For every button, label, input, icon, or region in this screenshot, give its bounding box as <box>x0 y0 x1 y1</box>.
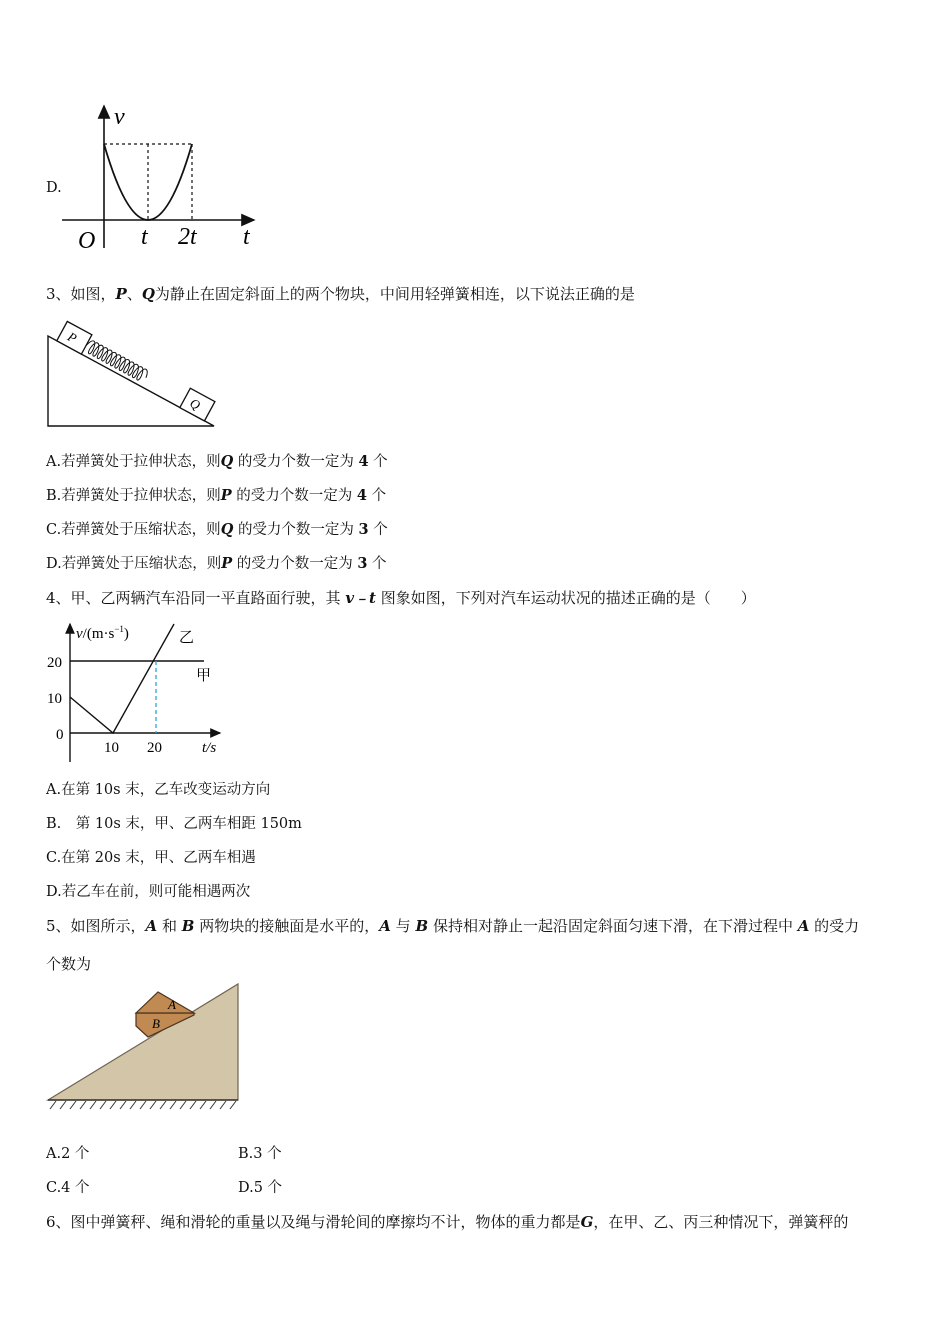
q2-option-d-graph <box>58 98 268 258</box>
q5-stem-line1: 5、如图所示，A 和 B 两物块的接触面是水平的，A 与 B 保持相对静止一起沿固定斜面匀速下滑，在下滑过程中 A 的受力 <box>46 917 860 935</box>
block-a-label: A <box>168 997 176 1012</box>
q4-x-axis-label: t/s <box>202 740 217 756</box>
block-a <box>136 992 194 1013</box>
q3-stem: 3、如图，P、Q为静止在固定斜面上的两个物块，中间用轻弹簧相连，以下说法正确的是 <box>46 285 635 303</box>
series-jia-label: 甲 <box>196 668 212 684</box>
xtick-10: 10 <box>104 740 119 756</box>
block-p-label: P <box>65 328 80 346</box>
q5-option-b: B.3 个 <box>238 1146 282 1162</box>
q3-option-d: D.若弹簧处于压缩状态，则P 的受力个数一定为 3 个 <box>46 555 387 572</box>
xtick-20: 20 <box>147 740 162 756</box>
q4-stem: 4、甲、乙两辆汽车沿同一平直路面行驶，其 v﹣t 图象如图，下列对汽车运动状况的描述正确的是（ ） <box>46 589 756 607</box>
tick-2t-label: 2t <box>178 224 197 250</box>
q5-option-a: A.2 个 <box>46 1146 90 1162</box>
q5-stem-line2: 个数为 <box>46 955 92 973</box>
block-b-label: B <box>152 1016 160 1031</box>
series-yi-label: 乙 <box>179 630 195 646</box>
q4-option-c: C.在第 20s 末，甲、乙两车相遇 <box>46 850 256 866</box>
ytick-0: 0 <box>56 727 64 743</box>
v-axis-label: v <box>114 104 125 130</box>
q3-figure-incline-spring <box>44 318 224 430</box>
block-q-label: Q <box>187 395 203 413</box>
q4-option-b: B. 第 10s 末，甲、乙两车相距 150m <box>46 816 302 832</box>
q3-option-c: C.若弹簧处于压缩状态，则Q 的受力个数一定为 3 个 <box>46 521 388 538</box>
q5-option-c: C.4 个 <box>46 1180 90 1196</box>
q2-option-d-label: D. <box>46 180 62 196</box>
q5-figure-stacked-blocks <box>44 980 244 1112</box>
ytick-10: 10 <box>47 691 62 707</box>
t-axis-label: t <box>243 224 250 250</box>
incline-wedge <box>48 984 238 1100</box>
q3-option-b: B.若弹簧处于拉伸状态，则P 的受力个数一定为 4 个 <box>46 487 387 504</box>
q4-option-d: D.若乙车在前，则可能相遇两次 <box>46 884 251 900</box>
q4-option-a: A.在第 10s 末，乙车改变运动方向 <box>46 782 271 798</box>
q3-option-a: A.若弹簧处于拉伸状态，则Q 的受力个数一定为 4 个 <box>46 453 388 470</box>
origin-label: O <box>78 228 96 254</box>
q4-vt-graph <box>44 620 234 768</box>
q6-stem: 6、图中弹簧秤、绳和滑轮的重量以及绳与滑轮间的摩擦均不计，物体的重力都是G，在甲、乙、丙三种情况下，弹簧秤的 <box>46 1213 849 1231</box>
q5-option-d: D.5 个 <box>238 1180 283 1196</box>
ytick-20: 20 <box>47 655 62 671</box>
q4-y-axis-label: $v/(m\cdot s^{-1})$ <box>76 624 129 642</box>
tick-t-label: t <box>141 224 148 250</box>
